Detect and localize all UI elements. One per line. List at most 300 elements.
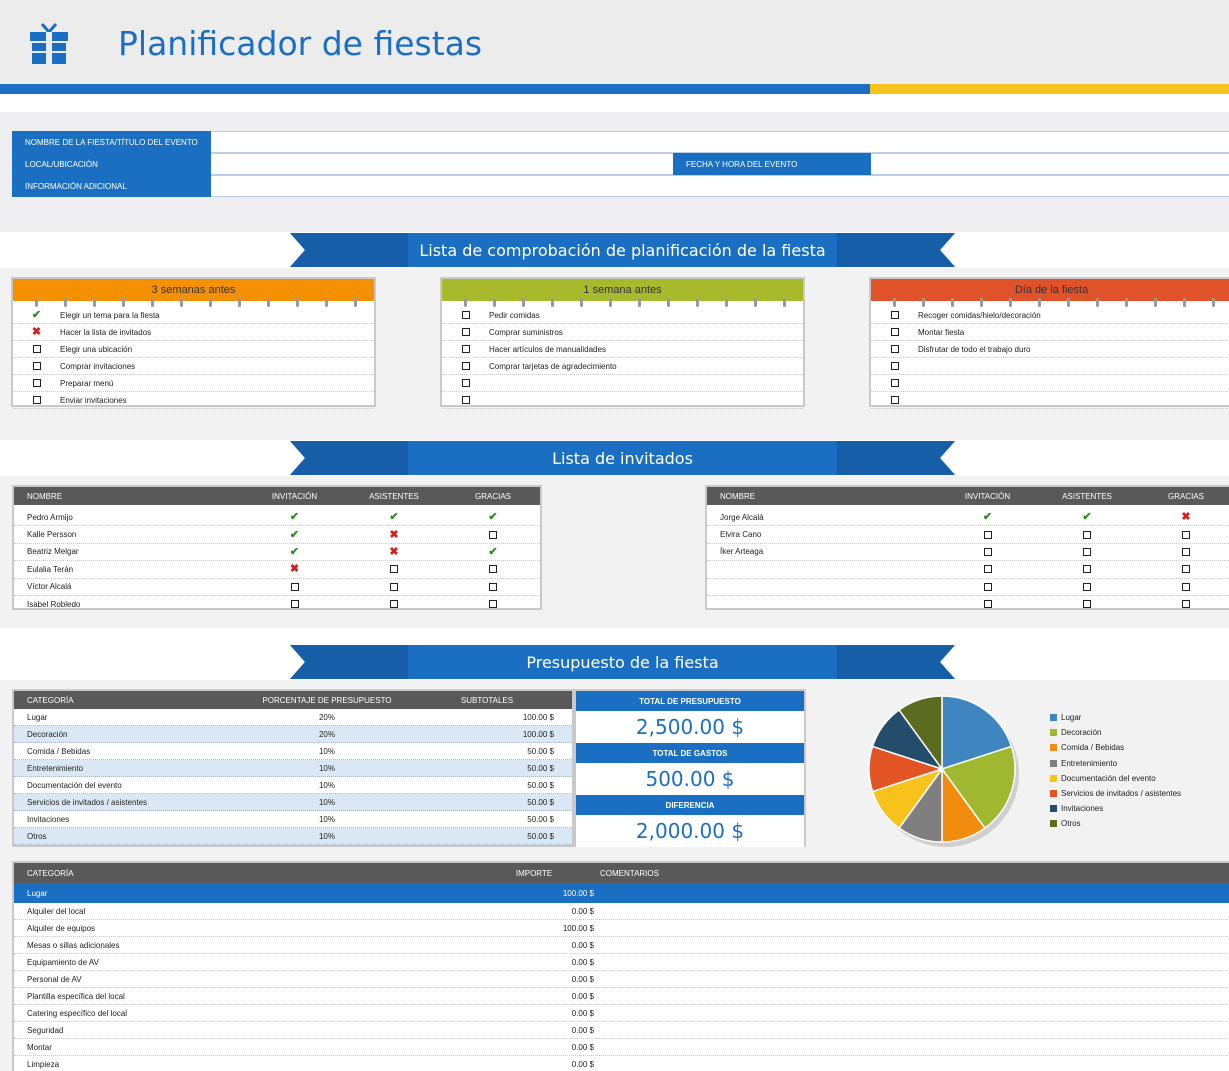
col-thanks: GRACIAS [1167, 491, 1204, 501]
guest-att-cell[interactable] [337, 511, 451, 524]
checklist-item[interactable] [13, 324, 374, 341]
checkbox-icon[interactable] [1083, 583, 1091, 591]
guest-att-cell[interactable] [1030, 600, 1144, 608]
checklist-item-text: Elegir una ubicación [60, 344, 133, 354]
guest-att-cell[interactable] [1030, 531, 1144, 539]
guest-inv-cell[interactable] [252, 583, 337, 591]
guest-thx-cell[interactable] [451, 583, 535, 591]
guest-inv-cell[interactable] [252, 563, 337, 576]
checkbox-icon[interactable] [984, 531, 992, 539]
guest-name: Kalle Persson [27, 530, 77, 540]
budget-row[interactable] [14, 811, 572, 828]
budget-category: Otros [27, 831, 47, 841]
spiral-rings [13, 301, 374, 307]
guest-thx-cell[interactable] [451, 531, 535, 539]
checkbox-icon[interactable] [462, 396, 470, 404]
guest-row[interactable] [14, 579, 540, 596]
legend-label: Lugar [1061, 713, 1082, 723]
checkbox-icon[interactable] [489, 531, 497, 539]
checklist-item[interactable] [871, 307, 1229, 324]
guest-inv-cell[interactable] [252, 511, 337, 524]
guest-att-cell[interactable] [337, 583, 451, 591]
checklist-item[interactable] [13, 375, 374, 392]
legend-item [1050, 801, 1229, 816]
guests-title: Lista de invitados [552, 448, 693, 468]
checklist-item[interactable] [13, 358, 374, 375]
budget-category: Comida / Bebidas [27, 746, 91, 756]
budget-row[interactable] [14, 726, 572, 743]
detail-row[interactable] [14, 971, 1229, 988]
legend-label: Decoración [1061, 728, 1102, 738]
checklist-status[interactable] [871, 396, 918, 404]
checkbox-icon[interactable] [1083, 548, 1091, 556]
checklist-status[interactable] [442, 379, 489, 387]
guest-row[interactable] [707, 579, 1229, 596]
checklist-item[interactable] [871, 341, 1229, 358]
legend-swatch [1050, 805, 1057, 812]
ring-icon [209, 298, 212, 307]
ring-icon [238, 298, 241, 307]
checklist-item[interactable] [442, 324, 803, 341]
checkbox-icon[interactable] [33, 362, 41, 370]
budget-table [12, 689, 574, 847]
x-mark-icon[interactable]: ✖ [289, 563, 300, 576]
ring-icon [922, 298, 925, 307]
x-mark-icon[interactable]: ✖ [389, 528, 399, 541]
detail-category: Equipamiento de AV [27, 957, 99, 967]
checkbox-icon[interactable] [489, 565, 497, 573]
guest-name: Íker Arteaga [720, 547, 764, 557]
legend-label: Comida / Bebidas [1061, 743, 1125, 753]
ring-icon [609, 298, 612, 307]
guest-thx-cell[interactable] [451, 600, 535, 608]
checklist-status[interactable] [871, 311, 918, 319]
detail-row[interactable] [14, 903, 1229, 920]
checkbox-icon[interactable] [891, 328, 899, 336]
budget-subtotal: 50.00 $ [527, 780, 554, 790]
additional-info-label: INFORMACIÓN ADICIONAL [12, 175, 211, 197]
checklist-item[interactable] [871, 392, 1229, 409]
budget-banner [290, 645, 955, 679]
guest-inv-cell[interactable] [252, 600, 337, 608]
gift-icon [30, 22, 68, 64]
legend-label: Entretenimiento [1061, 758, 1118, 768]
detail-category: Limpieza [27, 1059, 60, 1069]
budget-percent: 10% [318, 814, 335, 824]
guest-inv-cell[interactable] [252, 545, 337, 558]
checkbox-icon[interactable] [984, 600, 992, 608]
checklist-item[interactable] [871, 358, 1229, 375]
ring-icon [464, 298, 467, 307]
accent-bar-yellow [870, 84, 1229, 94]
checkbox-icon[interactable] [33, 396, 41, 404]
legend-item [1050, 756, 1229, 771]
guest-thx-cell[interactable] [1144, 583, 1228, 591]
budget-category: Decoración [27, 729, 68, 739]
guest-att-cell[interactable] [1030, 583, 1144, 591]
checklist-status[interactable] [442, 311, 489, 319]
additional-info-field[interactable] [211, 175, 1229, 197]
checkbox-icon[interactable] [462, 379, 470, 387]
guest-thx-cell[interactable] [1144, 565, 1228, 573]
checklist-status[interactable] [442, 396, 489, 404]
ring-icon [1154, 298, 1157, 307]
checkbox-icon[interactable] [390, 583, 398, 591]
check-icon[interactable]: ✔ [488, 511, 498, 524]
location-field[interactable] [211, 153, 673, 175]
guest-inv-cell[interactable] [945, 600, 1030, 608]
budget-percent: 10% [318, 797, 335, 807]
check-icon[interactable]: ✔ [289, 545, 300, 558]
checkbox-icon[interactable] [1182, 565, 1190, 573]
guest-att-cell[interactable] [337, 565, 451, 573]
guest-att-cell[interactable] [337, 545, 451, 558]
checklist-title: Lista de comprobación de planificación de la fiesta [419, 240, 826, 260]
ring-icon [551, 298, 554, 307]
detail-amount: 0.00 $ [571, 991, 594, 1001]
guest-table-left [12, 485, 542, 610]
ring-icon [951, 298, 954, 307]
checkbox-icon[interactable] [1182, 531, 1190, 539]
col-percent: PORCENTAJE DE PRESUPUESTO [262, 695, 392, 705]
checkbox-icon[interactable] [462, 311, 470, 319]
checkbox-icon[interactable] [33, 379, 41, 387]
guest-att-cell[interactable] [1030, 565, 1144, 573]
checklist-card-1-week [440, 277, 805, 407]
checkbox-icon[interactable] [462, 345, 470, 353]
checklist-item[interactable] [442, 307, 803, 324]
checkbox-icon[interactable] [1083, 600, 1091, 608]
event-name-field[interactable] [211, 131, 1229, 153]
checklist-status[interactable] [442, 345, 489, 353]
checklist-status[interactable] [13, 379, 60, 387]
detail-category: Alquiler de equipos [27, 923, 96, 933]
detail-amount: 0.00 $ [571, 940, 594, 950]
checklist-item-text: Enviar invitaciones [60, 395, 127, 405]
budget-subtotal: 50.00 $ [527, 831, 554, 841]
detail-amount: 0.00 $ [571, 1059, 594, 1069]
checkbox-icon[interactable] [1182, 548, 1190, 556]
legend-label: Invitaciones [1061, 804, 1104, 814]
detail-category: Plantilla específica del local [27, 991, 125, 1001]
legend-item [1050, 771, 1229, 786]
guest-att-cell[interactable] [1030, 548, 1144, 556]
detail-category: Montar [27, 1042, 52, 1052]
budget-subtotal: 50.00 $ [527, 797, 554, 807]
ring-icon [325, 298, 328, 307]
ring-icon [1067, 298, 1070, 307]
guest-inv-cell[interactable] [252, 528, 337, 541]
x-mark-icon[interactable]: ✖ [31, 326, 42, 338]
budget-row[interactable] [14, 828, 572, 845]
budget-subtotal: 50.00 $ [527, 763, 554, 773]
checklist-item[interactable] [871, 324, 1229, 341]
budget-category: Servicios de invitados / asistentes [27, 797, 148, 807]
budget-subtotal: 50.00 $ [527, 814, 554, 824]
legend-label: Servicios de invitados / asistentes [1061, 789, 1182, 799]
budget-percent: 20% [318, 712, 335, 722]
budget-row[interactable] [14, 794, 572, 811]
guest-table-right [705, 485, 1229, 610]
budget-percent: 10% [318, 831, 335, 841]
guest-inv-cell[interactable] [945, 548, 1030, 556]
page-title: Planificador de fiestas [118, 24, 483, 63]
col-attendees: ASISTENTES [1062, 491, 1112, 501]
col-name: NOMBRE [720, 491, 756, 501]
checkbox-icon[interactable] [1182, 600, 1190, 608]
checklist-item-text: Comprar tarjetas de agradecimiento [489, 361, 617, 371]
checklist-item[interactable] [442, 375, 803, 392]
legend-item [1050, 816, 1229, 831]
total-expenses-value: 500.00 $ [576, 763, 804, 795]
checklist-item[interactable] [13, 307, 374, 324]
guest-inv-cell[interactable] [945, 531, 1030, 539]
guest-thx-cell[interactable] [451, 565, 535, 573]
checkbox-icon[interactable] [891, 379, 899, 387]
budget-percent: 10% [318, 763, 335, 773]
checklist-status[interactable] [13, 311, 60, 319]
legend-swatch [1050, 714, 1057, 721]
checkbox-icon[interactable] [390, 565, 398, 573]
checkbox-icon[interactable] [984, 583, 992, 591]
ring-icon [667, 298, 670, 307]
guest-inv-cell[interactable] [945, 565, 1030, 573]
checkbox-icon[interactable] [891, 345, 899, 353]
guest-row[interactable] [707, 509, 1229, 526]
guest-name: Isabel Robledo [27, 599, 81, 609]
ring-icon [93, 298, 96, 307]
budget-subtotal: 100.00 $ [522, 712, 554, 722]
detail-amount: 0.00 $ [571, 1042, 594, 1052]
detail-row[interactable] [14, 1022, 1229, 1039]
guest-thx-cell[interactable] [451, 545, 535, 558]
detail-amount: 100.00 $ [562, 923, 594, 933]
event-name-label: NOMBRE DE LA FIESTA/TÍTULO DEL EVENTO [12, 131, 211, 153]
checkbox-icon[interactable] [891, 396, 899, 404]
checklist-status[interactable] [871, 379, 918, 387]
guest-name: Beatriz Melgar [27, 547, 79, 557]
checklist-item-text: Recoger comidas/hielo/decoración [918, 310, 1041, 320]
guest-att-cell[interactable] [1030, 511, 1144, 524]
checklist-item-text: Pedir comidas [489, 310, 540, 320]
ring-icon [122, 298, 125, 307]
guest-row[interactable] [14, 561, 540, 578]
checkbox-icon[interactable] [462, 362, 470, 370]
checklist-status[interactable] [13, 362, 60, 370]
guest-inv-cell[interactable] [945, 511, 1030, 524]
checklist-status[interactable] [871, 345, 918, 353]
budget-category: Documentación del evento [27, 780, 122, 790]
check-icon[interactable]: ✔ [1082, 511, 1092, 524]
check-icon[interactable]: ✔ [289, 528, 300, 541]
total-expenses-label: TOTAL DE GASTOS [576, 743, 804, 763]
budget-title: Presupuesto de la fiesta [526, 652, 719, 672]
checkbox-icon[interactable] [489, 600, 497, 608]
checklist-item[interactable] [442, 341, 803, 358]
checkbox-icon[interactable] [891, 311, 899, 319]
legend-swatch [1050, 729, 1057, 736]
ring-icon [1183, 298, 1186, 307]
legend-swatch [1050, 820, 1057, 827]
detail-row[interactable] [14, 1056, 1229, 1071]
guest-thx-cell[interactable] [1144, 511, 1228, 524]
checklist-item-text: Comprar suministros [489, 327, 563, 337]
guest-row[interactable] [14, 596, 540, 610]
checkbox-icon[interactable] [33, 345, 41, 353]
budget-category: Lugar [27, 712, 48, 722]
budget-category: Entretenimiento [27, 763, 84, 773]
card-header: 3 semanas antes [13, 279, 374, 301]
checkbox-icon[interactable] [1083, 531, 1091, 539]
ring-icon [493, 298, 496, 307]
budget-percent: 10% [318, 746, 335, 756]
checklist-status[interactable] [13, 345, 60, 353]
checklist-status[interactable] [442, 328, 489, 336]
checklist-item[interactable] [871, 375, 1229, 392]
legend-item [1050, 786, 1229, 801]
guest-row[interactable] [14, 544, 540, 561]
budget-row[interactable] [14, 760, 572, 777]
col-attendees: ASISTENTES [369, 491, 419, 501]
legend-item [1050, 740, 1229, 755]
ring-icon [1009, 298, 1012, 307]
difference-value: 2,000.00 $ [576, 815, 804, 847]
guest-row[interactable] [707, 561, 1229, 578]
col-amount: IMPORTE [515, 868, 553, 878]
checklist-item[interactable] [442, 358, 803, 375]
detail-amount: 0.00 $ [571, 1008, 594, 1018]
col-comments: COMENTARIOS [600, 868, 659, 878]
col-category: CATEGORÍA [27, 868, 74, 878]
detail-row[interactable] [14, 937, 1229, 954]
checkbox-icon[interactable] [462, 328, 470, 336]
check-icon[interactable]: ✔ [31, 309, 42, 321]
detail-group-row[interactable] [14, 883, 1229, 903]
ring-icon [35, 298, 38, 307]
ring-icon [522, 298, 525, 307]
check-icon[interactable]: ✔ [982, 511, 993, 524]
guest-name: Jorge Alcalá [720, 512, 764, 522]
col-subtotal: SUBTOTALES [460, 695, 514, 705]
checklist-card-party-day [869, 277, 1229, 407]
ring-icon [354, 298, 357, 307]
legend-item [1050, 725, 1229, 740]
guest-att-cell[interactable] [337, 528, 451, 541]
guest-row[interactable] [707, 526, 1229, 543]
guest-row[interactable] [14, 526, 540, 543]
difference-label: DIFERENCIA [576, 795, 804, 815]
guest-row[interactable] [707, 544, 1229, 561]
budget-row[interactable] [14, 777, 572, 794]
budget-row[interactable] [14, 743, 572, 760]
checklist-status[interactable] [871, 328, 918, 336]
detail-row[interactable] [14, 988, 1229, 1005]
guests-banner [290, 441, 955, 475]
detail-category: Catering específico del local [27, 1008, 128, 1018]
x-mark-icon[interactable]: ✖ [1181, 511, 1191, 524]
guest-thx-cell[interactable] [451, 511, 535, 524]
detail-category: Personal de AV [27, 974, 82, 984]
ring-icon [1038, 298, 1041, 307]
legend-swatch [1050, 790, 1057, 797]
totals-panel [574, 689, 806, 847]
checklist-item[interactable] [442, 392, 803, 409]
checkbox-icon[interactable] [489, 583, 497, 591]
checkbox-icon[interactable] [1182, 583, 1190, 591]
detail-row[interactable] [14, 1039, 1229, 1056]
budget-detail-table [12, 861, 1229, 1071]
detail-amount: 0.00 $ [571, 906, 594, 916]
checklist-item[interactable] [13, 341, 374, 358]
checklist-item-text: Preparar menú [60, 378, 114, 388]
checkbox-icon[interactable] [390, 600, 398, 608]
ring-icon [725, 298, 728, 307]
location-label: LOCAL/UBICACIÓN [12, 153, 211, 175]
guest-row[interactable] [14, 509, 540, 526]
budget-percent: 20% [318, 729, 335, 739]
legend-label: Otros [1061, 819, 1081, 829]
detail-row[interactable] [14, 1005, 1229, 1022]
detail-amount: 0.00 $ [571, 974, 594, 984]
checklist-status[interactable] [871, 362, 918, 370]
guest-thx-cell[interactable] [1144, 600, 1228, 608]
ring-icon [754, 298, 757, 307]
checklist-item[interactable] [13, 392, 374, 409]
detail-group-category: Lugar [27, 888, 48, 898]
ring-icon [267, 298, 270, 307]
check-icon[interactable]: ✔ [389, 511, 399, 524]
x-mark-icon[interactable]: ✖ [389, 545, 399, 558]
budget-row[interactable] [14, 709, 572, 726]
detail-row[interactable] [14, 954, 1229, 971]
legend-item [1050, 710, 1229, 725]
ring-icon [151, 298, 154, 307]
checklist-item-text: Montar fiesta [918, 327, 965, 337]
checklist-status[interactable] [442, 362, 489, 370]
guest-thx-cell[interactable] [1144, 531, 1228, 539]
budget-subtotal: 50.00 $ [527, 746, 554, 756]
checkbox-icon[interactable] [984, 548, 992, 556]
card-header: Día de la fiesta [871, 279, 1229, 301]
datetime-field[interactable] [871, 153, 1229, 175]
guest-inv-cell[interactable] [945, 583, 1030, 591]
checklist-status[interactable] [13, 328, 60, 336]
guest-thx-cell[interactable] [1144, 548, 1228, 556]
checkbox-icon[interactable] [291, 583, 299, 591]
ring-icon [64, 298, 67, 307]
guest-name: Elvira Cano [720, 530, 762, 540]
checklist-item-text: Hacer artículos de manualidades [489, 344, 606, 354]
detail-row[interactable] [14, 920, 1229, 937]
checkbox-icon[interactable] [891, 362, 899, 370]
check-icon[interactable]: ✔ [289, 511, 300, 524]
checkbox-icon[interactable] [984, 565, 992, 573]
checklist-item-text: Elegir un tema para la fiesta [60, 310, 160, 320]
guest-att-cell[interactable] [337, 600, 451, 608]
col-category: CATEGORÍA [27, 695, 74, 705]
ring-icon [180, 298, 183, 307]
check-icon[interactable]: ✔ [488, 545, 498, 558]
checkbox-icon[interactable] [291, 600, 299, 608]
detail-group-amount: 100.00 $ [562, 888, 594, 898]
guest-row[interactable] [707, 596, 1229, 610]
legend-swatch [1050, 760, 1057, 767]
total-budget-label: TOTAL DE PRESUPUESTO [576, 691, 804, 711]
col-invitation: INVITACIÓN [271, 491, 318, 501]
checkbox-icon[interactable] [1083, 565, 1091, 573]
checklist-status[interactable] [13, 396, 60, 404]
ring-icon [296, 298, 299, 307]
